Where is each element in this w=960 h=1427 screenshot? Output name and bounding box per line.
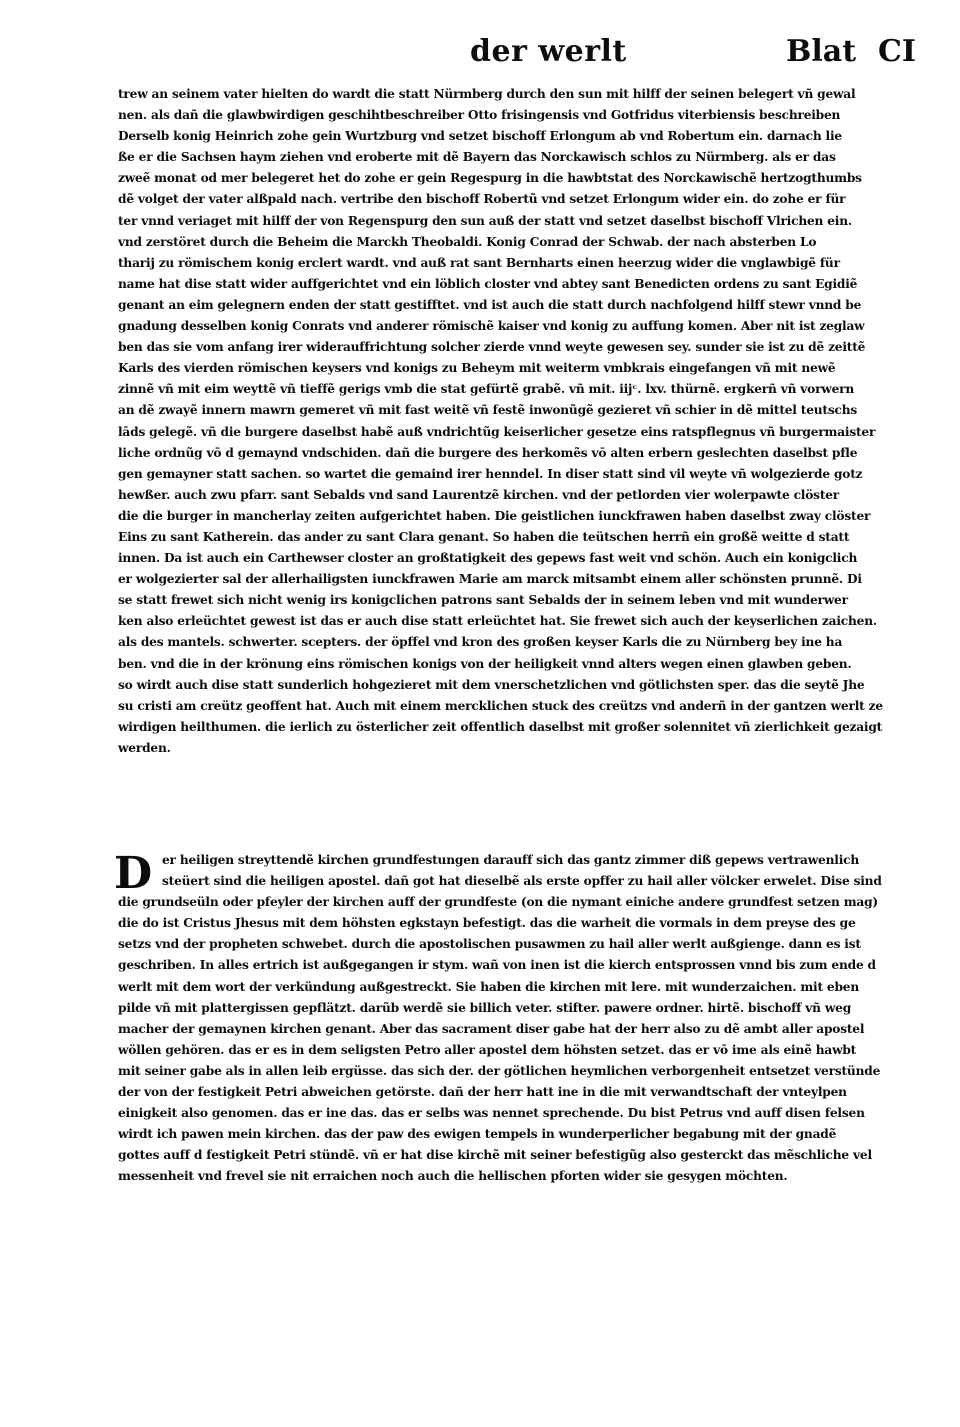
- leaf-label: Blat: [786, 34, 857, 69]
- text-line: als des mantels. schwerter. scepters. der öpffel vnd kron des großen keyser Karls die zu Nürnberg bey ine ha: [118, 635, 843, 650]
- text-line: er wolgezierter sal der allerhailigsten iunckfrawen Marie am marck mitsambt einem aller schönsten prunnẽ. Di: [118, 572, 862, 587]
- text-line: Eins zu sant Katherein. das ander zu sant Clara genant. So haben die teütschen herrñ ein großẽ weitte d statt: [118, 529, 850, 544]
- text-line: setzs vnd der propheten schwebet. durch die apostolischen pusawmen zu hail aller werlt außgienge. dann es ist: [118, 937, 861, 952]
- text-line: die do ist Cristus Jhesus mit dem höhsten egkstayn befestigt. das die warheit die vormals in dem preyse des ge: [118, 916, 856, 931]
- text-line: Karls des vierden römischen keysers vnd konigs zu Beheym mit weiterm vmbkrais eingefangen vñ mit newẽ: [118, 361, 836, 376]
- text-line: die die burger in mancherlay zeiten aufgerichtet haben. Die geistlichen iunckfrawen haben daselbst zway clöster: [118, 508, 871, 523]
- text-line: er heiligen streyttendẽ kirchen grundfestungen darauff sich das gantz zimmer diß gepews vertrawenlich: [162, 853, 860, 867]
- text-line: geschriben. In alles ertrich ist außgegangen ir stym. wañ von inen ist die kierch entsprossen vnnd bis zum ende d: [118, 958, 876, 973]
- text-line: liche ordnũg vō d gemaynd vndschiden. dañ die burgere des herkomẽs vō alten erbern geslechten daselbst pfle: [118, 445, 858, 460]
- text-line: se statt frewet sich nicht wenig irs konigclichen patrons sant Sebalds der in seinem leben vnd mit wunderwer: [118, 593, 848, 608]
- text-line: vnd zerstöret durch die Beheim die Marckh Theobaldi. Konig Conrad der Schwab. der nach absterben Lo: [118, 234, 817, 249]
- text-line: hewßer. auch zwu pfarr. sant Sebalds vnd sand Laurentzẽ kirchen. vnd der petlorden vier wolerpawte clöster: [118, 487, 840, 502]
- folio-number: CI: [878, 34, 916, 69]
- text-line: gen gemayner statt sachen. so wartet die gemaind irer henndel. In diser statt sind vil weyte vñ wolgezierde gotz: [118, 466, 863, 481]
- text-line: wirdigen heilthumen. die ierlich zu österlicher zeit offentlich daselbst mit großer solennitet vñ zierlichkeit gezaigt: [118, 719, 883, 734]
- text-line: name hat dise statt wider auffgerichtet vnd ein löblich closter vnd abtey sant Benedicten ordens zu sant Egidiẽ: [118, 276, 858, 291]
- text-line: die grundseüln oder pfeyler der kirchen auff der grundfeste (on die nymant einiche andere grundfest setzen mag): [118, 895, 878, 910]
- text-line: ben das sie vom anfang irer widerauffrichtung solcher zierde vnnd weyte gewesen sey. sunder sie ist zu dẽ zeittẽ: [118, 340, 866, 355]
- text-line: an dẽ zwayẽ innern mawrn gemeret vñ mit fast weitẽ vñ festẽ inwonũgẽ gezieret vñ schier in dẽ mittel teutschs: [118, 403, 858, 418]
- text-line: ken also erleüchtet gewest ist das er auch dise statt erleüchtet hat. Sie frewet sich auch der keyserlichen zaichen.: [118, 614, 877, 629]
- text-line: gottes auff d festigkeit Petri stündẽ. vñ er hat dise kirchẽ mit seiner befestigũg also gesterckt das mẽschliche vel: [118, 1148, 872, 1163]
- text-line: wirdt ich pawen mein kirchen. das der paw des ewigen tempels in wunderperlicher begabung mit der gnadẽ: [118, 1127, 837, 1142]
- text-line: ße er die Sachsen haym ziehen vnd eroberte mit dẽ Bayern das Norckawisch schlos zu Nürmberg. als er das: [118, 150, 836, 165]
- text-line: innen. Da ist auch ein Carthewser closter an großtatigkeit des gepews fast weit vnd schön. Auch ein konigclich: [118, 551, 858, 566]
- text-line: trew an seinem vater hielten do wardt die statt Nürmberg durch den sun mit hilff der seinen belegert vñ gewal: [118, 87, 856, 101]
- text-line: su cristi am creütz geoffent hat. Auch mit einem mercklichen stuck des creützs vnd anderñ in der gantzen werlt ze: [118, 698, 883, 713]
- text-line: lāds gelegẽ. vñ die burgere daselbst habẽ auß vndrichtũg keiserlicher gesetze eins ratspflegnus vñ burgermaister: [118, 424, 876, 439]
- text-line: pilde vñ mit plattergissen gepflätzt. darũb werdẽ sie billich veter. stifter. pawere ordner. hirtẽ. bischoff vñ weg: [118, 1000, 852, 1015]
- text-line: steüert sind die heiligen apostel. dañ got hat dieselbẽ als erste opffer zu hail aller völcker erwelet. Dise sind: [162, 874, 882, 889]
- text-line: ben. vnd die in der krönung eins römischen konigs von der heiligkeit vnnd alters wegen einen glawben geben.: [118, 656, 852, 671]
- text-block-nuremberg: [118, 84, 906, 759]
- text-line: dẽ volget der vater alßpald nach. vertribe den bischoff Robertũ vnd setzet Erlongum wider ein. do zohe er für: [118, 192, 846, 207]
- text-line: tharij zu römischem konig erclert wardt. vnd auß rat sant Bernharts einen heerzug wider die vnglawbigẽ für: [118, 255, 840, 270]
- text-line: zweẽ monat od mer belegeret het do zohe er gein Regespurg in die hawbtstat des Norckawischẽ hertzogthumbs: [118, 171, 862, 186]
- text-line: Derselb konig Heinrich zohe gein Wurtzburg vnd setzet bischoff Erlongum ab vnd Robertum ein. darnach lie: [118, 129, 842, 144]
- text-line: wöllen gehören. das er es in dem seligsten Petro aller apostel dem höhsten setzet. das er vō ime als einẽ hawbt: [118, 1042, 857, 1057]
- text-line: so wirdt auch dise statt sunderlich hohgezieret mit dem vnerschetzlichen vnd götlichsten sper. das die seytẽ Jhe: [118, 677, 865, 692]
- text-line: der von der festigkeit Petri abweichen getörste. dañ der herr hatt ine in die mit verwandtschaft der vnteylpen: [118, 1085, 847, 1100]
- initial-capital: D: [114, 848, 153, 899]
- text-line: gnadung desselben konig Conrats vnd anderer römischẽ kaiser vnd konig zu auffung komen. Aber nit ist zeglaw: [118, 319, 865, 334]
- text-line: einigkeit also genomen. das er ine das. das er selbs was nennet sprechende. Du bist Petrus vnd auff disen felsen: [118, 1106, 865, 1121]
- text-line: macher der gemaynen kirchen genant. Aber das sacrament diser gabe hat der herr also zu dẽ ambt aller apostel: [118, 1021, 865, 1036]
- text-line: messenheit vnd frevel sie nit erraichen noch auch die hellischen pforten wider sie gesygen möchten.: [118, 1169, 788, 1184]
- text-line: zinnẽ vñ mit eim weyttẽ vñ tieffẽ gerigs vmb die stat gefürtẽ grabẽ. vñ mit. iijᶜ. lxv. thürnẽ. ergkerñ vñ vorwern: [118, 382, 855, 397]
- text-line: werden.: [118, 740, 171, 755]
- text-block-apostles: [114, 848, 906, 1188]
- text-line: nen. als dañ die glawbwirdigen geschihtbeschreiber Otto frisingensis vnd Gotfridus viterbiensis beschreiben: [118, 108, 841, 123]
- page-header: [0, 34, 960, 74]
- text-line: werlt mit dem wort der verkündung außgestreckt. Sie haben die kirchen mit lere. mit wunderzaichen. mit eben: [118, 979, 860, 994]
- text-line: ter vnnd veriaget mit hilff der von Regenspurg den sun auß der statt vnd setzet daselbst bischoff Vlrichen ein.: [118, 213, 852, 228]
- text-line: mit seiner gabe als in allen leib ergüsse. das sich der. der götlichen heymlichen verborgenheit entsetzet verstünde: [118, 1063, 881, 1078]
- running-head: der werlt: [470, 34, 627, 69]
- text-line: genant an eim gelegnern enden der statt gestifftet. vnd ist auch die statt durch nachfolgend hilff stewr vnnd be: [118, 297, 862, 312]
